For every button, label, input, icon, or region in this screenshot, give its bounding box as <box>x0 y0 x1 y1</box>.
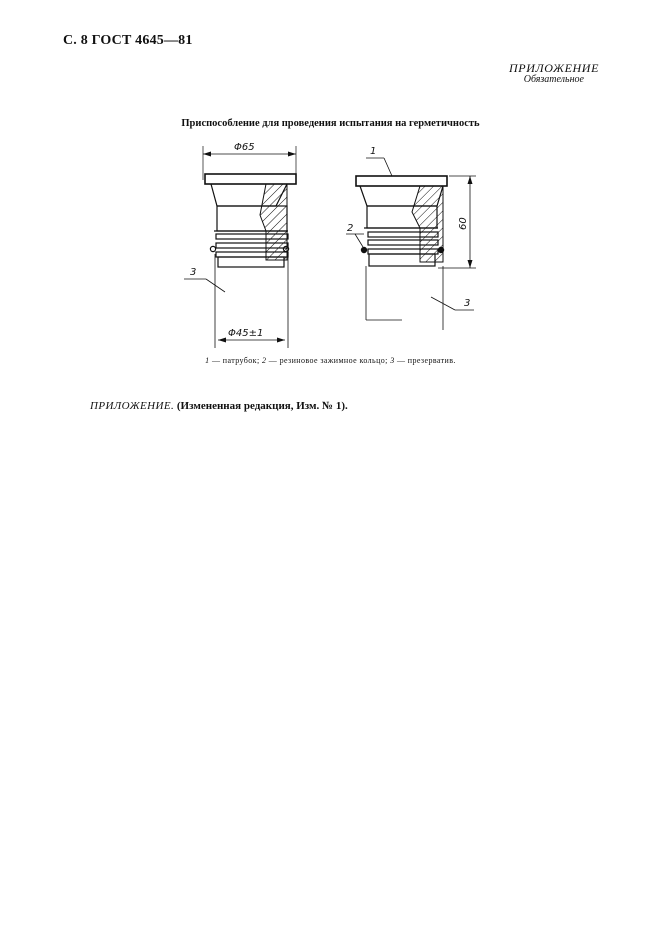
legend-1-num: 1 <box>205 356 210 365</box>
appendix-title: ПРИЛОЖЕНИЕ <box>509 61 599 75</box>
revision-label: ПРИЛОЖЕНИЕ. <box>90 400 175 412</box>
appendix-subtitle: Обязательное <box>523 74 584 85</box>
left-fixture-view <box>184 146 296 348</box>
callout-3-right: 3 <box>464 298 471 309</box>
dim-height-label: 60 <box>458 217 469 230</box>
right-fixture-view <box>346 158 476 330</box>
legend-3-text: — презерватив. <box>397 356 456 365</box>
figure-legend <box>0 356 661 365</box>
callout-2: 2 <box>347 223 354 234</box>
revision-text: (Измененная редакция, Изм. № 1). <box>176 400 348 412</box>
legend-1-text: — патрубок; <box>211 356 260 365</box>
dim-inner-label: Φ45±1 <box>228 328 264 339</box>
page-header: С. 8 ГОСТ 4645—81 <box>63 33 193 48</box>
revision-note <box>90 400 348 412</box>
legend-2-text: — резиновое зажимное кольцо; <box>268 356 388 365</box>
figure-title: Приспособление для проведения испытания на герметичность <box>181 118 480 129</box>
callout-1: 1 <box>370 146 377 157</box>
dim-outer-label: Φ65 <box>234 142 255 153</box>
legend-3-num: 3 <box>390 356 395 365</box>
callout-3-left: 3 <box>190 267 197 278</box>
legend-2-num: 2 <box>261 356 267 365</box>
